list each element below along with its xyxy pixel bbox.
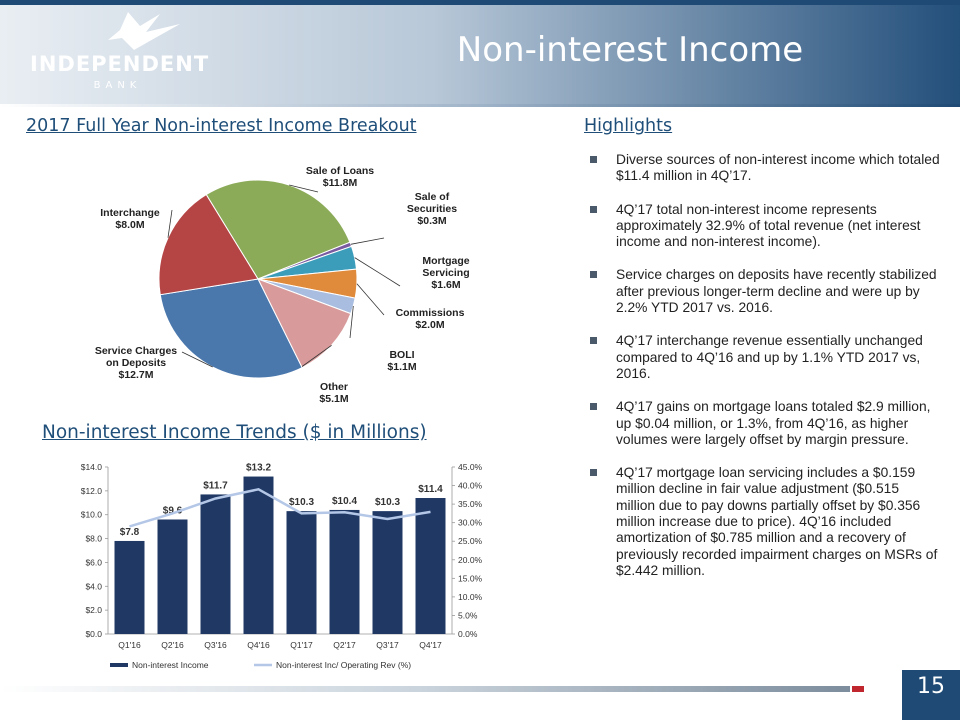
bar: [416, 498, 446, 634]
bank-logo: [30, 10, 210, 98]
y2-tick-label: 15.0%: [458, 573, 483, 584]
bar: [373, 511, 403, 634]
y-tick-label: $10.0: [80, 509, 102, 520]
header-divider: [0, 104, 960, 107]
highlight-item: 4Q’17 total non-interest income represents approximately 32.9% of total revenue (net interest income and non-interest income).: [590, 202, 940, 251]
y-tick-label: $4.0: [85, 581, 102, 592]
y-tick-label: $6.0: [85, 557, 102, 568]
bar-data-label: $10.4: [331, 495, 358, 507]
logo-subtitle: BANK: [93, 80, 142, 91]
highlights-list: [590, 152, 940, 596]
pie-leader-line: [351, 238, 384, 244]
x-tick-label: Q3'17: [376, 640, 399, 650]
eagle-logo-icon: [30, 10, 205, 54]
highlights-title: Highlights: [584, 116, 673, 136]
slide-header: [0, 0, 960, 104]
bullet-square-icon: [590, 337, 597, 344]
y2-tick-label: 0.0%: [458, 629, 478, 639]
y2-tick-label: 25.0%: [458, 536, 483, 547]
pie-slice-label: Interchange $8.0M: [100, 207, 160, 231]
legend-swatch-bars: [110, 663, 128, 667]
bar-data-label: $11.4: [418, 484, 443, 496]
x-tick-label: Q1'16: [118, 640, 141, 650]
pie-slice-label: Commissions $2.0M: [395, 307, 465, 331]
bar: [201, 494, 231, 634]
y-tick-label: $2.0: [85, 605, 102, 616]
highlight-item: 4Q’17 mortgage loan servicing includes a $0.159 million decline in fair value adjustment ($0.515 million due to pay downs partially offset by $0.356 million increase due to price). 4Q’16 included amortization of $0.785 million and a recovery of previously recorded impairment charges on MSRs of $2.442 million.: [590, 465, 940, 579]
y-tick-label: $8.0: [85, 533, 102, 544]
legend-label-bars: Non-interest Income: [132, 660, 209, 670]
y2-tick-label: 5.0%: [458, 610, 478, 621]
page-number: 15: [902, 670, 960, 720]
bullet-square-icon: [590, 271, 597, 278]
bar: [287, 511, 317, 634]
y-tick-label: $12.0: [80, 485, 102, 496]
y2-tick-label: 30.0%: [458, 517, 483, 528]
pie-slice-label: BOLI $1.1M: [387, 349, 417, 373]
header-top-stripe: [0, 0, 960, 5]
pie-leader-line: [357, 284, 384, 315]
x-tick-label: Q4'17: [419, 640, 442, 650]
legend-label-line: Non-interest Inc/ Operating Rev (%): [276, 660, 412, 670]
bullet-square-icon: [590, 206, 597, 213]
y2-tick-label: 35.0%: [458, 499, 483, 510]
pie-slice-label: Sale of Securities $0.3M: [406, 191, 458, 227]
bar-data-label: $7.8: [119, 526, 140, 538]
x-tick-label: Q2'17: [333, 640, 356, 650]
pie-slice-label: Mortgage Servicing $1.6M: [422, 255, 470, 291]
bar-data-label: $11.7: [203, 480, 228, 492]
slide-footer: [0, 674, 960, 720]
x-tick-label: Q4'16: [247, 640, 270, 650]
y2-tick-label: 40.0%: [458, 480, 483, 491]
trend-bar-chart: [0, 450, 520, 682]
logo-name: INDEPENDENT: [30, 52, 210, 76]
bar-data-label: $13.2: [245, 462, 272, 474]
bullet-square-icon: [590, 469, 597, 476]
highlight-item: 4Q’17 gains on mortgage loans totaled $2.9 million, up $0.04 million, or 1.3%, from 4Q’16, as higher volumes were largely offset by margin pressure.: [590, 399, 940, 448]
x-tick-label: Q2'16: [161, 640, 184, 650]
bar: [330, 510, 360, 634]
bar: [244, 477, 274, 634]
pie-chart: [0, 140, 560, 410]
pie-slice-label: Other $5.1M: [319, 381, 349, 405]
highlight-item: Diverse sources of non-interest income which totaled $11.4 million in 4Q’17.: [590, 152, 940, 185]
footer-band: [0, 686, 850, 692]
x-tick-label: Q3'16: [204, 640, 227, 650]
pie-slice-label: Service Charges on Deposits $12.7M: [94, 345, 178, 381]
page-title: Non-interest Income: [456, 30, 804, 70]
highlight-item: 4Q’17 interchange revenue essentially unchanged compared to 4Q’16 and up by 1.1% YTD 2017 vs, 2016.: [590, 333, 940, 382]
y2-tick-label: 20.0%: [458, 554, 483, 565]
trend-section-title: Non-interest Income Trends ($ in Millions): [42, 422, 427, 443]
y2-tick-label: 45.0%: [458, 462, 483, 472]
y-tick-label: $0.0: [85, 629, 102, 639]
bar: [158, 519, 188, 634]
y-tick-label: $14.0: [80, 462, 102, 472]
pie-section-title: 2017 Full Year Non-interest Income Breakout: [26, 116, 417, 136]
pie-leader-line: [355, 258, 400, 286]
bar-data-label: $10.3: [374, 497, 401, 509]
y2-tick-label: 10.0%: [458, 591, 483, 602]
bullet-square-icon: [590, 156, 597, 163]
pie-slice-label: Sale of Loans $11.8M: [305, 165, 375, 189]
bar-data-label: $10.3: [288, 497, 315, 509]
x-tick-label: Q1'17: [290, 640, 313, 650]
highlight-item: Service charges on deposits have recently stabilized after previous longer-term decline and were up by 2.2% YTD 2017 vs. 2016.: [590, 267, 940, 316]
bar-data-label: $9.6: [162, 505, 183, 517]
bullet-square-icon: [590, 403, 597, 410]
footer-accent: [852, 686, 864, 692]
bar: [115, 541, 145, 634]
